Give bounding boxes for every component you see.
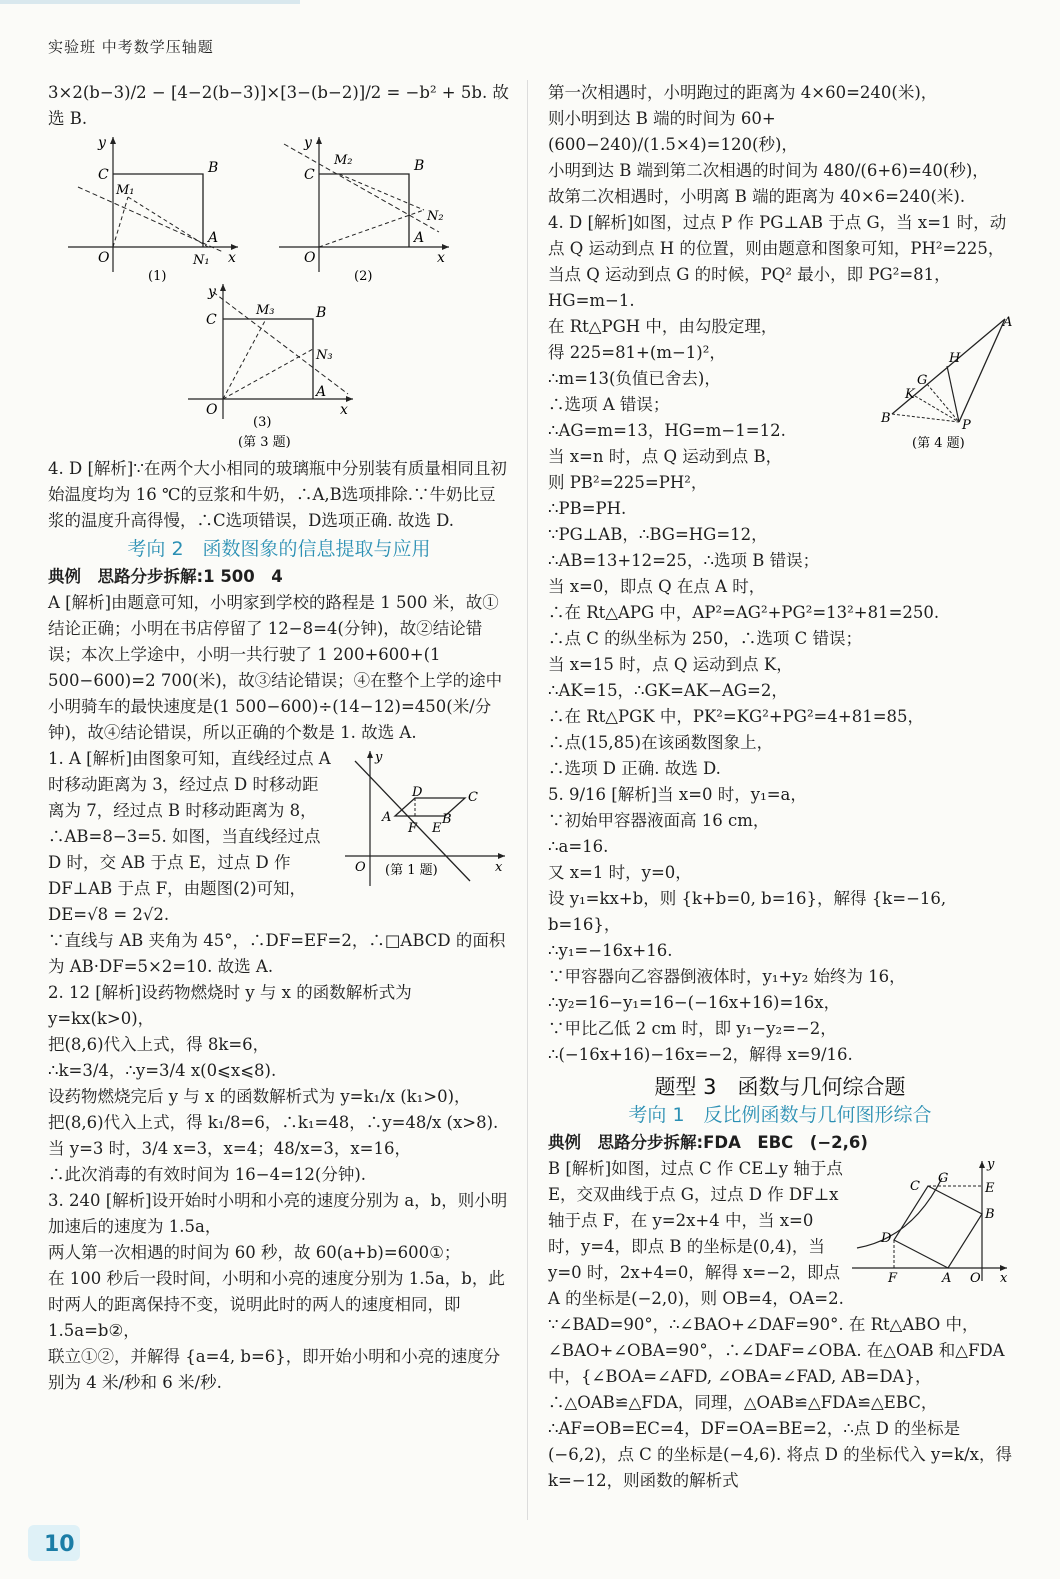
svg-text:N₁: N₁ [193,253,210,268]
svg-text:A: A [208,230,219,246]
q4r-line-12: 当 x=0，即点 Q 在点 A 时， [548,577,766,596]
svg-text:D: D [881,1231,892,1246]
svg-text:M₂: M₂ [334,153,353,168]
q4r-line-16: ∴AK=15，∴GK=AK−AG=2， [548,681,788,700]
svg-text:B: B [442,812,452,827]
q2-line-3: ∴k=3/4，∴y=3/4 x(0⩽x⩽8). [48,1061,277,1080]
q4r-line-11: ∴AB=13+12=25，∴选项 B 错误； [548,551,820,570]
svg-text:y: y [987,1157,995,1172]
example-2-figure [852,1156,1012,1286]
section-2-title: 考向 2 函数图象的信息提取与应用 [127,538,431,560]
section-3-1-title: 考向 1 反比例函数与几何图形综合 [628,1104,932,1126]
svg-text:C: C [468,790,478,805]
example-2-heading: 典例 思路分步拆解:FDA EBC (−2,6) [548,1133,868,1152]
q4r-line-6: ∴AG=m=13，HG=m−1=12. [548,421,786,440]
example-2-explanation-a: B [解析]如图，过点 C 作 CE⊥y 轴于点 E，交双曲线于点 G，过点 D 作 DF⊥x 轴于点 F，在 y=2x+4 中，当 x=0 时，y=4，即点 B 的坐标是(0,4)，当 y=0 时，2x+4=0，解得 x=−2，即点 A 的坐标是(−2,0)，则 OB=4，OA=2. [548,1159,844,1308]
q3-line-1: 3. 240 [解析]设开始时小明和小亮的速度分别为 a，b，则小明加速后的速度为 1.5a， [48,1191,508,1236]
svg-text:M₁: M₁ [116,183,135,198]
column-divider [527,80,528,1520]
svg-text:F: F [408,821,418,836]
q5-line-1: 5. 9/16 [解析]当 x=0 时，y₁=a， [548,785,807,804]
page-number: 10 [44,1532,75,1557]
q3-figure-2 [279,132,454,282]
q5-line-2: ∵初始甲容器液面高 16 cm， [548,811,770,830]
example-2-explanation-b: ∵∠BAD=90°，∴∠BAO+∠DAF=90°. 在 Rt△ABO 中，∠BAO+∠OBA=90°，∴∠DAF=∠OBA. 在△OAB 和△FDA 中，{∠BOA=∠AFD, ∠OBA=∠FAD, AB=DA}，∴△OAB≌△FDA，同理，△OAB≌△FDA≌△EBC，∴AF=OB=EC=4，DF=OA=BE=2，∴点 D 的坐标是(−6,2)，点 C 的坐标是(−4,6). 将点 D 的坐标代入 y=k/x，得 k=−12，则函数的解析式 [548,1315,1012,1490]
q4r-line-19: ∴选项 D 正确. 故选 D. [548,759,721,778]
q2-line-7: ∴此次消毒的有效时间为 16−4=12(分钟). [48,1165,367,1184]
svg-text:x: x [495,860,503,875]
svg-text:O: O [355,860,366,875]
q4r-line-7: 当 x=n 时，点 Q 运动到点 B， [548,447,783,466]
r-line-3: 小明到达 B 端到第二次相遇的时间为 480/(6+6)=40(秒)， [548,161,989,180]
q1-explanation-b: ∵直线与 AB 夹角为 45°，∴DF=EF=2，∴□ABCD 的面积为 AB·DF=5×2=10. 故选 A. [48,931,506,976]
section-3-title: 题型 3 函数与几何综合题 [654,1075,906,1099]
svg-text:y: y [304,135,312,151]
right-column [548,80,1012,1494]
svg-text:x: x [437,250,445,266]
svg-text:B: B [208,160,219,176]
svg-text:E: E [432,821,442,836]
r-line-1: 第一次相遇时，小明跑过的距离为 4×60=240(米)， [548,83,938,102]
svg-text:x: x [228,250,236,266]
svg-text:x: x [340,402,348,418]
svg-text:(第 1 题): (第 1 题) [385,863,438,878]
q4r-line-15: 当 x=15 时，点 Q 运动到点 K， [548,655,793,674]
svg-text:O: O [970,1271,981,1286]
svg-text:E: E [985,1181,995,1196]
svg-text:O: O [304,250,316,266]
r-line-2: 则小明到达 B 端的时间为 60+(600−240)/(1.5×4)=120(秒)， [548,109,798,154]
q4r-line-17: ∴在 Rt△PGK 中，PK²=KG²+PG²=4+81=85， [548,707,925,726]
svg-text:A: A [316,384,327,400]
svg-text:x: x [1000,1271,1008,1286]
left-column [48,80,510,1396]
svg-text:y: y [208,284,216,300]
svg-text:P: P [962,418,971,433]
q4-explanation: 4. D [解析]∵在两个大小相同的玻璃瓶中分别装有质量相同且初始温度均为 16 ℃的豆浆和牛奶，∴A,B选项排除.∵牛奶比豆浆的温度升高得慢，∴C选项错误，D选项正确. 故选 D. [48,459,507,530]
q2-line-1: 2. 12 [解析]设药物燃烧时 y 与 x 的函数解析式为 y=kx(k>0)， [48,983,412,1028]
svg-text:C: C [98,167,109,183]
q4r-line-1: 4. D [解析]如图，过点 P 作 PG⊥AB 于点 G，当 x=1 时，动点 Q 运动到点 H 的位置，则由题意和图象可知，PH²=225，当点 Q 运动到点 G 的时候，PQ² 最小，即 PG²=81，HG=m−1. [548,213,1007,310]
svg-text:C: C [304,167,315,183]
svg-text:F: F [888,1271,898,1286]
q4r-line-2: 在 Rt△PGH 中，由勾股定理， [548,317,778,336]
svg-text:y: y [375,750,383,765]
q5-line-3: ∴a=16. [548,837,609,856]
q1-explanation-a: 1. A [解析]由图象可知，直线经过点 A 时移动距离为 3，经过点 D 时移动距离为 7，经过点 B 时移动距离为 8，∴AB=8−3=5. 如图，当直线经过点 D 时，交 AB 于点 E，过点 D 作 DF⊥AB 于点 F，由题图(2)可知，DE=√8 = 2√2. [48,749,331,924]
q4-figure [877,314,1012,454]
q5-line-10: ∴(−16x+16)−16x=−2，解得 x=9/16. [548,1045,853,1064]
svg-text:(1): (1) [148,269,167,282]
svg-text:B: B [985,1207,995,1222]
r-line-4: 故第二次相遇时，小明离 B 端的距离为 40×6=240(米). [548,187,966,206]
svg-text:A: A [942,1271,952,1286]
q4r-line-10: ∵PG⊥AB，∴BG=HG=12， [548,525,768,544]
example-explanation: A [解析]由题意可知，小明家到学校的路程是 1 500 米，故①结论正确；小明在书店停留了 12−8=4(分钟)，故②结论错误；本次上学途中，小明一共行驶了 1 200+600+(1 500−600)=2 700(米)，故③结论错误；④在整个上学的途中小明骑车的最快速度是(1 500−600)÷(14−12)=450(米/分钟)，故④结论错误，所以正确的个数是 1. 故选 A. [48,593,503,742]
q3-line-2: 两人第一次相遇的时间为 60 秒，故 60(a+b)=600①； [48,1243,461,1262]
q5-line-9: ∵甲比乙低 2 cm 时，即 y₁−y₂=−2， [548,1019,837,1038]
svg-text:G: G [938,1171,949,1186]
q2-line-2: 把(8,6)代入上式，得 8k=6， [48,1035,270,1054]
q4r-line-14: ∴点 C 的纵坐标为 250，∴选项 C 错误； [548,629,862,648]
q3-figure-3 [48,284,510,454]
svg-text:O: O [206,402,218,418]
svg-text:N₃: N₃ [316,348,333,363]
q3-formula-line: 3×2(b−3)/2 − [4−2(b−3)]×[3−(b−2)]/2 = −b² + 5b. 故 [48,83,509,102]
svg-text:(第 4 题): (第 4 题) [912,436,965,451]
q3-line-4: 联立①②，并解得 {a=4, b=6}，即开始小明和小亮的速度分别为 4 米/秒和 6 米/秒. [48,1347,501,1392]
svg-text:B: B [316,305,327,321]
q4r-line-3: 得 225=81+(m−1)²， [548,343,726,362]
q4r-line-8: 则 PB²=225=PH²， [548,473,708,492]
svg-text:(3): (3) [253,415,272,430]
svg-text:C: C [206,312,217,328]
q3-figures-row [68,132,510,282]
q5-line-7: ∵甲容器向乙容器倒液体时，y₁+y₂ 始终为 16， [548,967,906,986]
svg-text:D: D [412,785,423,800]
svg-text:B: B [881,411,891,426]
q3-answer-line: 选 B. [48,109,88,128]
page-header: 实验班 中考数学压轴题 [48,38,214,56]
q5-line-4: 又 x=1 时，y=0， [548,863,692,882]
q4r-line-5: ∴选项 A 错误； [548,395,670,414]
q4r-line-13: ∴在 Rt△APG 中，AP²=AG²+PG²=13²+81=250. [548,603,940,622]
svg-text:H: H [949,351,961,366]
q3-figure-1 [68,132,243,282]
svg-text:C: C [910,1179,920,1194]
header-decoration [0,0,300,4]
q3-line-3: 在 100 秒后一段时间，小明和小亮的速度分别为 1.5a，b，此时两人的距离保持不变，说明此时的两人的速度相同，即 1.5a=b②， [48,1269,505,1340]
svg-text:(2): (2) [354,269,373,282]
svg-text:O: O [98,250,110,266]
q1-block [48,746,510,980]
svg-text:A: A [414,230,425,246]
svg-text:N₂: N₂ [427,209,444,224]
q5-line-5: 设 y₁=kx+b，则 {k+b=0, b=16}，解得 {k=−16, b=16}， [548,889,947,934]
q2-line-4: 设药物燃烧完后 y 与 x 的函数解析式为 y=k₁/x (k₁>0)， [48,1087,471,1106]
svg-text:A: A [1003,315,1012,330]
svg-text:B: B [414,158,425,174]
svg-text:K: K [905,387,915,402]
q4r-line-9: ∴PB=PH. [548,499,627,518]
q5-line-6: ∴y₁=−16x+16. [548,941,673,960]
q4r-line-18: ∴点(15,85)在该函数图象上， [548,733,774,752]
q2-line-5: 把(8,6)代入上式，得 k₁/8=6，∴k₁=48，∴y=48/x (x>8). [48,1113,499,1132]
svg-text:M₃: M₃ [256,303,275,318]
q4r-line-4: ∴m=13(负值已舍去)， [548,369,721,388]
svg-text:(第 3 题): (第 3 题) [238,435,291,450]
svg-text:y: y [98,135,106,151]
example-heading: 典例 思路分步拆解:1 500 4 [48,567,283,586]
svg-text:G: G [917,373,928,388]
svg-text:A: A [382,810,392,825]
q5-line-8: ∴y₂=16−y₁=16−(−16x+16)=16x， [548,993,841,1012]
q1-figure [340,746,510,896]
q2-line-6: 当 y=3 时，3/4 x=3，x=4；48/x=3，x=16， [48,1139,411,1158]
